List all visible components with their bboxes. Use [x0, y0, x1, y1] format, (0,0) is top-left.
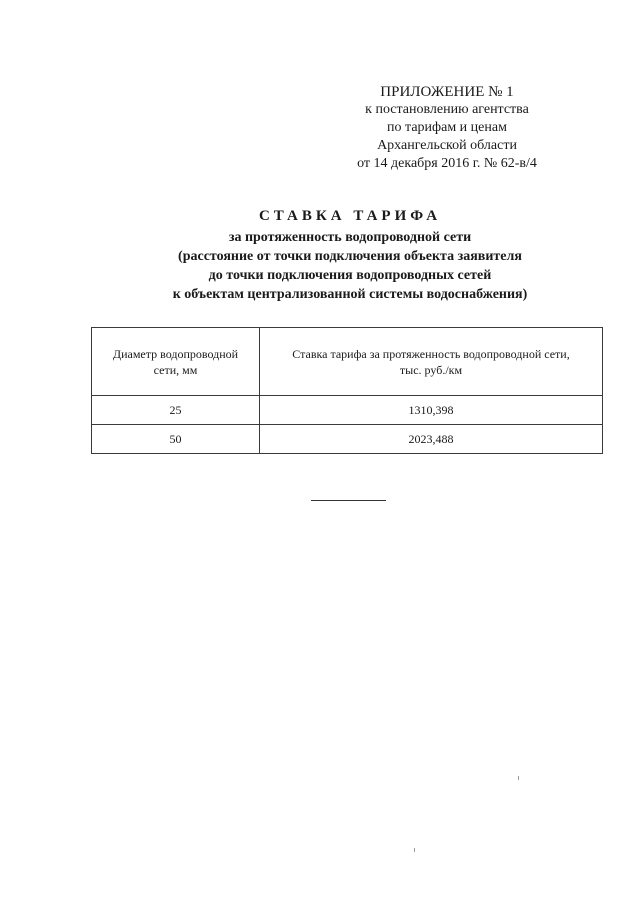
appendix-line: по тарифам и ценам	[387, 120, 507, 135]
header-rate-line1: Ставка тарифа за протяженность водопроводной сети,	[292, 346, 570, 361]
appendix-title: ПРИЛОЖЕНИЕ № 1	[380, 84, 514, 100]
heading-subtitle-line: (расстояние от точки подключения объекта заявителя	[178, 249, 522, 264]
table-header-row	[92, 328, 603, 396]
cell-rate: 2023,488	[260, 425, 603, 454]
appendix-block	[330, 83, 564, 173]
header-rate-line2: тыс. руб./км	[399, 362, 463, 377]
cell-rate: 1310,398	[260, 396, 603, 425]
cell-diameter: 25	[92, 396, 260, 425]
header-diameter	[92, 328, 260, 396]
appendix-line: Архангельской области	[377, 138, 517, 153]
header-diameter-line2: сети, мм	[153, 362, 198, 377]
header-diameter-line1: Диаметр водопроводной	[112, 346, 239, 361]
table-row	[92, 396, 603, 425]
heading-title: СТАВКА ТАРИФА	[258, 208, 442, 224]
scan-speck	[414, 848, 415, 852]
cell-diameter: 50	[92, 425, 260, 454]
document-heading	[90, 207, 610, 304]
heading-subtitle-line: к объектам централизованной системы водоснабжения)	[172, 287, 528, 302]
table-row	[92, 425, 603, 454]
scan-speck	[518, 776, 519, 780]
heading-subtitle-line: за протяженность водопроводной сети	[228, 230, 472, 245]
header-rate	[260, 328, 603, 396]
appendix-line: к постановлению агентства	[365, 102, 529, 117]
closing-rule	[311, 500, 386, 501]
tariff-table	[91, 327, 603, 454]
heading-subtitle-line: до точки подключения водопроводных сетей	[208, 268, 492, 283]
appendix-date-line: от 14 декабря 2016 г. № 62-в/4	[357, 156, 537, 171]
